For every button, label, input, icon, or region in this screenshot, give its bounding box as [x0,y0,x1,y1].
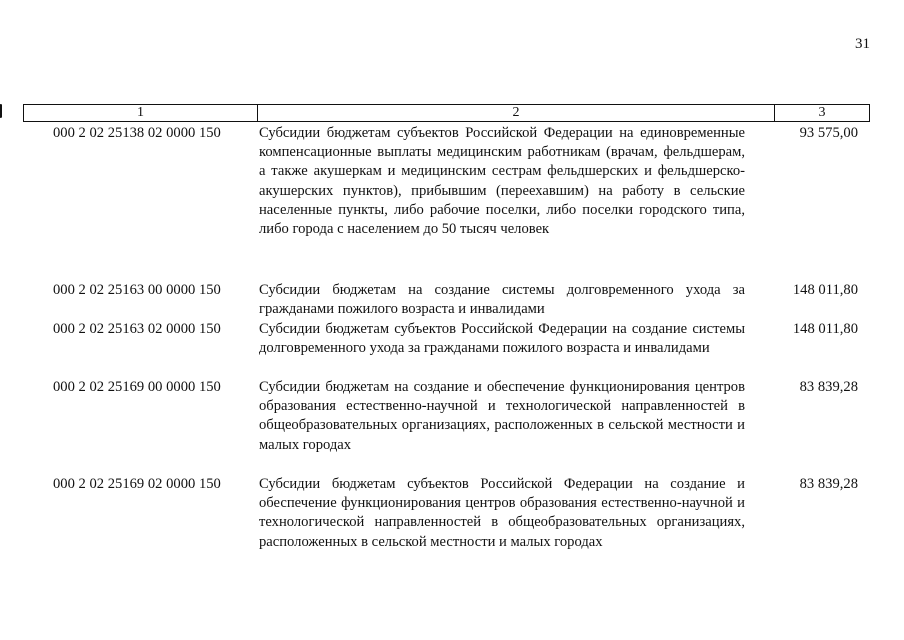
row-description: Субсидии бюджетам субъектов Российской Федерации на создание системы долговременного ухода за гражданами пожилого возраста и инвалидами [259,321,745,357]
budget-code: 000 2 02 25138 02 0000 150 [53,125,221,141]
binding-mark [0,104,5,118]
row-amount: 83 839,28 [799,379,858,395]
page-number: 31 [855,36,870,52]
row-amount: 148 011,80 [792,282,858,298]
budget-code: 000 2 02 25163 00 0000 150 [53,282,221,298]
budget-code: 000 2 02 25169 00 0000 150 [53,379,221,395]
table-header [23,104,870,122]
row-description: Субсидии бюджетам субъектов Российской Федерации на создание и обеспечение функционирования центров образования естественно-научной и технологической направленностей в общеобразовательных организациях, расположенных в сельской местности и малых городах [259,476,745,550]
row-amount: 148 011,80 [792,321,858,337]
column-header-2: 2 [258,105,775,121]
row-description: Субсидии бюджетам на создание и обеспечение функционирования центров образования естественно-научной и технологической направленностей в общеобразовательных организациях, расположенных в сельской местности и малых городах [259,379,745,453]
row-amount: 83 839,28 [799,476,858,492]
column-header-3: 3 [818,105,826,120]
column-header-1: 1 [24,105,258,121]
budget-code: 000 2 02 25169 02 0000 150 [53,476,221,492]
row-amount: 93 575,00 [799,125,858,141]
row-description: Субсидии бюджетам на создание системы долговременного ухода за гражданами пожилого возраста и инвалидами [259,282,745,318]
budget-code: 000 2 02 25163 02 0000 150 [53,321,221,337]
row-description: Субсидии бюджетам субъектов Российской Федерации на единовременные компенсационные выплаты медицинским работникам (врачам, фельдшерам, а также акушеркам и медицинским сестрам фельдшерских и фельдшерско-акушерских пунктов), прибывшим (переехавшим) на работу в сельские населенные пункты, либо рабочие поселки, либо поселки городского типа, либо города с населением до 50 тысяч человек [259,125,745,238]
